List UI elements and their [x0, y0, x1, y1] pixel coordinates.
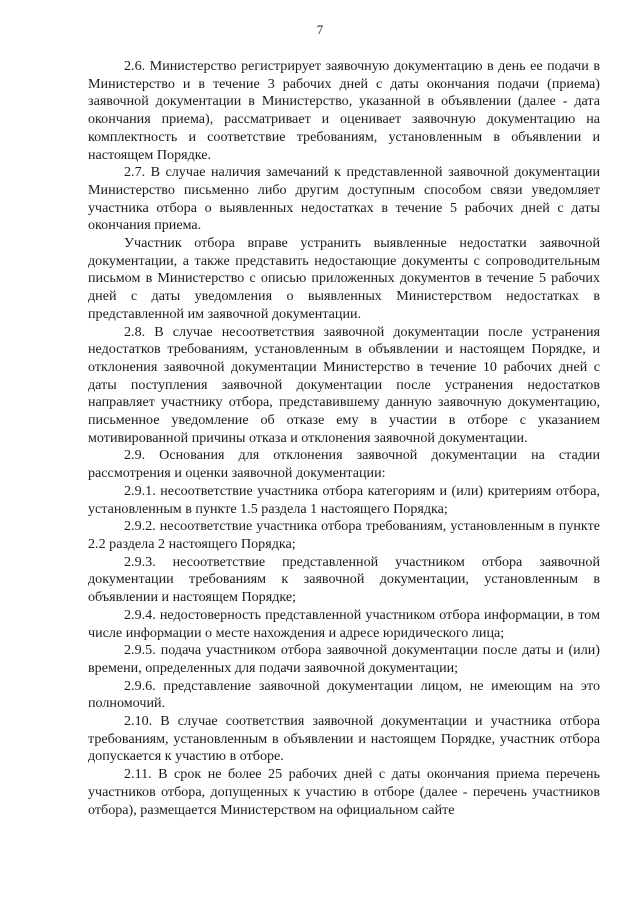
- paragraph-2-9: 2.9. Основания для отклонения заявочной документации на стадии рассмотрения и оценки заявочной документации:: [88, 447, 600, 482]
- paragraph-2-7: 2.7. В случае наличия замечаний к представленной заявочной документации Министерство письменно либо другим доступным способом связи уведомляет участника отбора о выявленных недостатках в течение 5 рабочих дней с даты окончания приема.: [88, 164, 600, 234]
- paragraph-2-8: 2.8. В случае несоответствия заявочной документации после устранения недостатков требованиям, установленным в объявлении и настоящем Порядке, и отклонения заявочной документации Министерство в течение 10 рабочих дней с даты поступления заявочной документации после устранения недостатков направляет участнику отбора, представившему данную заявочную документацию, письменное уведомление об отказе ему в участии в отборе с указанием мотивированной причины отказа и отклонения заявочной документации.: [88, 323, 600, 446]
- paragraph-2-9-1: 2.9.1. несоответствие участника отбора категориям и (или) критериям отбора, установленным в пункте 1.5 раздела 1 настоящего Порядка;: [88, 482, 600, 517]
- paragraph-2-7-continued: Участник отбора вправе устранить выявленные недостатки заявочной документации, а также представить недостающие документы с сопроводительным письмом в Министерство с описью приложенных документов в течение 5 рабочих дней с даты уведомления о выявленных Министерством недостатках в представленной им заявочной документации.: [88, 235, 600, 322]
- paragraph-2-11: 2.11. В срок не более 25 рабочих дней с даты окончания приема перечень участников отбора, допущенных к участию в отборе (далее - перечень участников отбора), размещается Министерством на официальном сайте: [88, 766, 600, 818]
- paragraph-2-9-3: 2.9.3. несоответствие представленной участником отбора заявочной документации требованиям к заявочной документации, установленным в объявлении и настоящем Порядке;: [88, 553, 600, 606]
- paragraph-2-10: 2.10. В случае соответствия заявочной документации и участника отбора требованиям, установленным в объявлении и настоящем Порядке, участник отбора допускается к участию в отборе.: [88, 713, 600, 765]
- paragraph-2-9-2: 2.9.2. несоответствие участника отбора требованиям, установленным в пункте 2.2 раздела 2 настоящего Порядка;: [88, 518, 600, 552]
- paragraph-2-9-4: 2.9.4. недостоверность представленной участником отбора информации, в том числе информации о месте нахождения и адресе юридического лица;: [88, 606, 600, 641]
- paragraph-2-9-6: 2.9.6. представление заявочной документации лицом, не имеющим на это полномочий.: [88, 677, 600, 712]
- paragraph-2-6: 2.6. Министерство регистрирует заявочную документацию в день ее подачи в Министерство и в течение 3 рабочих дней с даты окончания подачи (приема) заявочной документации в Министерство, указанной в объявлении (далее - дата окончания приема), рассматривает и оценивает заявочную документацию на комплектность и соответствие требованиям, установленным в объявлении и настоящем Порядке.: [88, 58, 600, 163]
- page-number: 7: [316, 22, 324, 37]
- paragraph-2-9-5: 2.9.5. подача участником отбора заявочной документации после даты и (или) времени, определенных для подачи заявочной документации;: [88, 642, 600, 676]
